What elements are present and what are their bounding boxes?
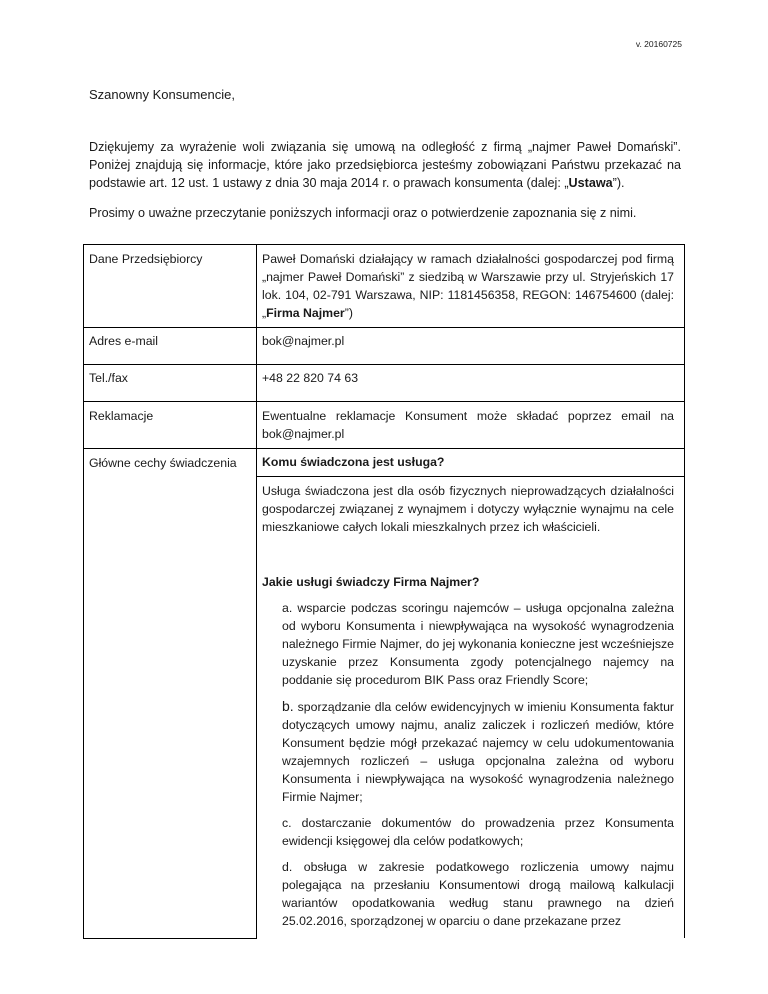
list-item-letter: a. xyxy=(282,601,293,615)
features-question: Jakie usługi świadczy Firma Najmer? xyxy=(262,575,480,589)
row-value xyxy=(257,245,685,328)
intro-bold-term: Ustawa xyxy=(568,176,613,190)
list-item-text: sporządzanie dla celów ewidencyjnych w imieniu Konsumenta faktur dotyczących umowy najmu, analiz zaliczek i rozliczeń mediów, które Konsument będzie mógł przekazać najemcy w celu udokumentowania wzajemnych rozliczeń – usługa opcjonalna zależna od wyboru Konsumenta i niewpływająca na wysokość wynagrodzenia należnego Firmie Najmer; xyxy=(282,700,674,804)
list-item-text: obsługa w zakresie podatkowego rozliczenia umowy najmu polegająca na przesłaniu Konsumentowi drogą mailową kalkulacji wariantów opodatkowania według stanu prawnego na dzień 25.02.2016, sporządzonej w oparciu o dane przekazane przez xyxy=(282,860,675,928)
document-version: v. 20160725 xyxy=(635,39,682,49)
features-body xyxy=(257,477,684,930)
intro-text-end: ”). xyxy=(612,176,625,190)
request-paragraph: Prosimy o uważne przeczytanie poniższych informacji oraz o potwierdzenie zapoznania się z nimi. xyxy=(89,206,637,220)
list-item xyxy=(282,599,674,689)
row-label: Dane Przedsiębiorcy xyxy=(84,245,257,328)
table-row xyxy=(84,402,685,449)
features-heading: Komu świadczona jest usługa? xyxy=(257,449,684,477)
table-row xyxy=(84,245,685,328)
complaints-value: Ewentualne reklamacje Konsument może składać poprzez email na bok@najmer.pl xyxy=(257,402,685,449)
list-item-letter: d. xyxy=(282,860,293,874)
intro-paragraph xyxy=(89,138,681,192)
list-item xyxy=(282,858,674,930)
entrepreneur-bold: Firma Najmer xyxy=(266,306,345,320)
phone-value: +48 22 820 74 63 xyxy=(257,365,685,402)
row-label: Adres e-mail xyxy=(84,328,257,365)
list-item-letter: b. xyxy=(282,698,294,714)
row-label: Główne cechy świadczenia xyxy=(84,449,257,939)
list-item-text: wsparcie podczas scoringu najemców – usługa opcjonalna zależna od wyboru Konsumenta i niewpływająca na wysokość wynagrodzenia należnego Firmie Najmer, do jej wykonania konieczne jest wcześniejsze uzyskanie przez Konsumenta zgody potencjalnego najemcy na poddanie się procedurom BIK Pass oraz Friendly Score; xyxy=(282,601,674,687)
list-item xyxy=(282,697,674,806)
entrepreneur-end: ”) xyxy=(344,306,353,320)
table-row xyxy=(84,365,685,402)
services-list xyxy=(262,599,674,930)
row-label: Reklamacje xyxy=(84,402,257,449)
email-value[interactable]: bok@najmer.pl xyxy=(257,328,685,365)
list-item xyxy=(282,814,674,850)
intro-text: Dziękujemy za wyrażenie woli związania się umową na odległość z firmą „najmer Paweł Domański”. Poniżej znajdują się informacje, które jako przedsiębiorca jesteśmy zobowiązani Państwu przekazać na podstawie art. 12 ust. 1 ustawy z dnia 30 maja 2014 r. o prawach konsumenta (dalej: „ xyxy=(89,140,681,190)
table-row xyxy=(84,449,685,939)
entrepreneur-text: Paweł Domański działający w ramach działalności gospodarczej pod firmą „najmer Paweł Domański” z siedzibą w Warszawie przy ul. Stryjeńskich 17 lok. 104, 02-791 Warszawa, NIP: 1181456358, REGON: 146754600 (dalej: „ xyxy=(262,252,674,320)
info-table xyxy=(83,244,685,939)
features-cell xyxy=(257,449,685,939)
list-item-letter: c. xyxy=(282,816,292,830)
list-item-text: dostarczanie dokumentów do prowadzenia przez Konsumenta ewidencji księgowej dla celów podatkowych; xyxy=(282,816,674,848)
row-label: Tel./fax xyxy=(84,365,257,402)
features-paragraph: Usługa świadczona jest dla osób fizycznych nieprowadzących działalności gospodarczej związanej z wynajmem i dotyczy wyłącznie wynajmu na cele mieszkaniowe całych lokali mieszkalnych przez ich właścicieli. xyxy=(262,484,674,534)
table-row xyxy=(84,328,685,365)
greeting: Szanowny Konsumencie, xyxy=(89,87,235,102)
